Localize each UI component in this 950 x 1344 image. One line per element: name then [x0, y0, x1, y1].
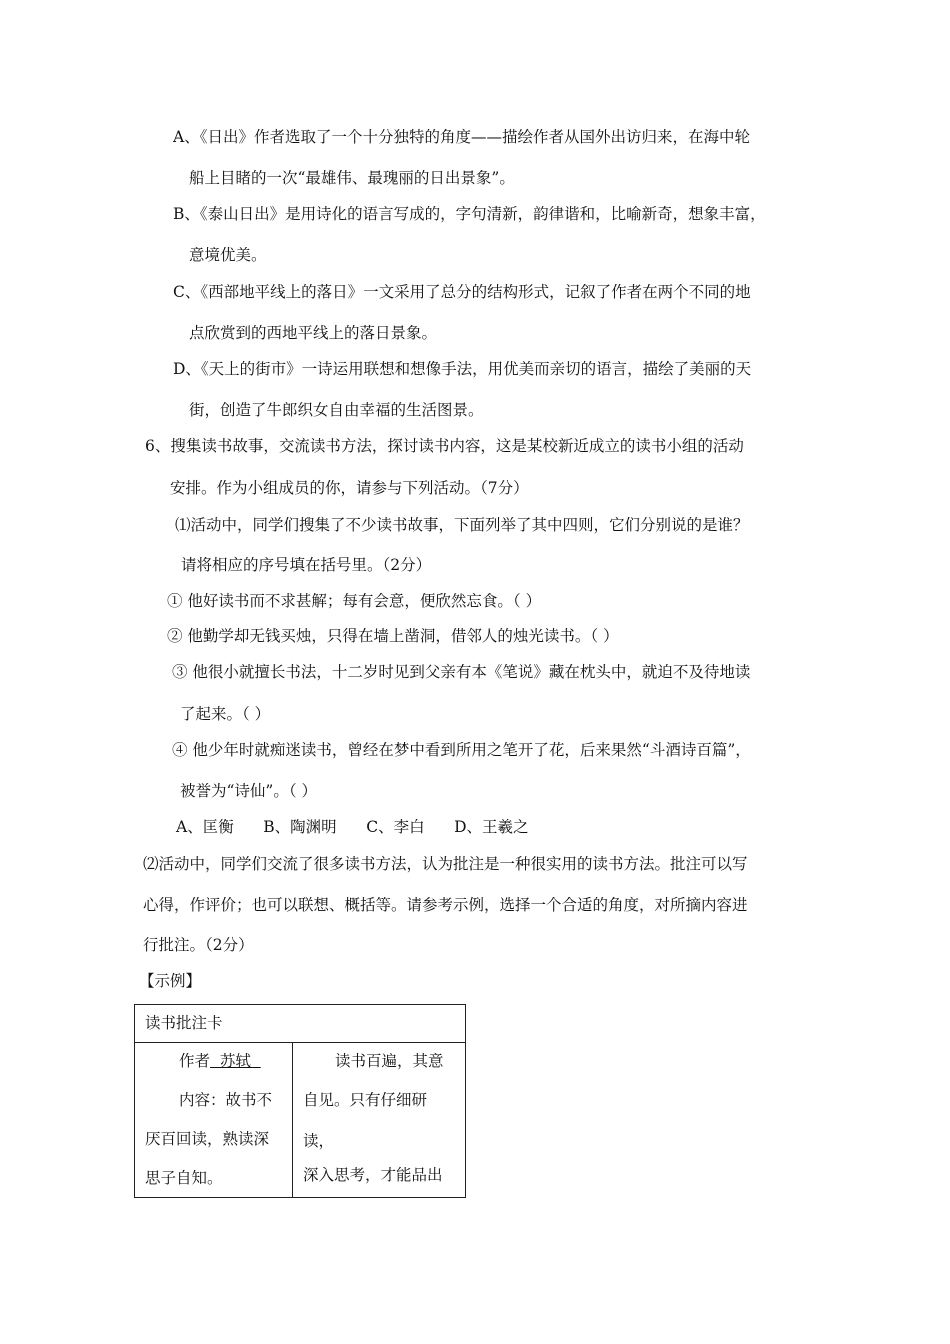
excerpt-line-1: 内容：故书不	[179, 1091, 273, 1109]
option-d-line-1: D、《天上的街市》一诗运用联想和想像手法，用优美而亲切的语言，描绘了美丽的天	[173, 360, 752, 378]
story-1: ① 他好读书而不求甚解；每有会意，便欣然忘食。（ ）	[167, 592, 542, 610]
option-d-line-2: 街，创造了牛郎织女自由幸福的生活图景。	[189, 401, 484, 419]
card-header	[135, 1005, 465, 1043]
story-3-line-1: ③ 他很小就擅长书法，十二岁时见到父亲有本《笔说》藏在枕头中，就迫不及待地读	[172, 663, 751, 681]
option-b-line-2: 意境优美。	[189, 246, 267, 264]
part-1-prompt-line-2: 请将相应的序号填在括号里。（2分）	[181, 556, 432, 574]
part-2-prompt-line-1: ⑵活动中，同学们交流了很多读书方法，认为批注是一种很实用的读书方法。批注可以写	[143, 855, 748, 873]
story-4-line-1: ④ 他少年时就痴迷读书，曾经在梦中看到所用之笔开了花，后来果然“斗酒诗百篇”，	[172, 741, 751, 759]
option-b-line-1: B、《泰山日出》是用诗化的语言写成的，字句清新，韵律谐和，比喻新奇，想象丰富，	[173, 205, 766, 223]
option-c-line-1: C、《西部地平线上的落日》一文采用了总分的结构形式，记叙了作者在两个不同的地	[173, 283, 751, 301]
excerpt-line-2: 厌百回读，熟读深	[145, 1130, 270, 1148]
question-6-intro-line-2: 安排。作为小组成员的你，请参与下列活动。（7分）	[170, 479, 529, 497]
excerpt-line-3: 思子自知。	[145, 1169, 223, 1187]
option-a-line-1: A、《日出》作者选取了一个十分独特的角度——描绘作者从国外出访归来，在海中轮	[173, 128, 750, 146]
author-name: 苏轼	[210, 1052, 261, 1070]
card-annotation-cell	[293, 1043, 465, 1198]
question-6-intro-line-1: 6、搜集读书故事，交流读书方法，探讨读书内容，这是某校新近成立的读书小组的活动	[145, 437, 744, 455]
author-label: 作者	[179, 1052, 211, 1070]
annotation-line-4: 深入思考，才能品出	[303, 1166, 443, 1184]
option-a-line-2: 船上目睹的一次“最雄伟、最瑰丽的日出景象”。	[189, 169, 515, 187]
part-1-prompt-line-1: ⑴活动中，同学们搜集了不少读书故事，下面列举了其中四则，它们分别说的是谁？	[175, 516, 749, 534]
part-2-prompt-line-3: 行批注。（2分）	[143, 936, 254, 954]
reading-annotation-card	[134, 1004, 466, 1198]
story-4-line-2: 被誉为“诗仙”。（ ）	[180, 782, 318, 800]
story-3-line-2: 了起来。（ ）	[180, 705, 271, 723]
answer-choices: A、匡衡 B、陶渊明 C、李白 D、王羲之	[176, 818, 529, 836]
annotation-line-3: 读，	[303, 1132, 335, 1150]
card-title: 读书批注卡	[145, 1014, 223, 1032]
card-excerpt-cell	[135, 1043, 293, 1198]
option-c-line-2: 点欣赏到的西地平线上的落日景象。	[189, 324, 438, 342]
example-label: 【示例】	[139, 972, 202, 990]
part-2-prompt-line-2: 心得，作评价；也可以联想、概括等。请参考示例，选择一个合适的角度，对所摘内容进	[143, 896, 748, 914]
story-2: ② 他勤学却无钱买烛，只得在墙上凿洞，借邻人的烛光读书。（ ）	[167, 627, 619, 645]
annotation-line-2: 自见。只有仔细研	[303, 1091, 428, 1109]
author-row	[179, 1050, 261, 1072]
annotation-line-1: 读书百遍，其意	[335, 1052, 444, 1070]
